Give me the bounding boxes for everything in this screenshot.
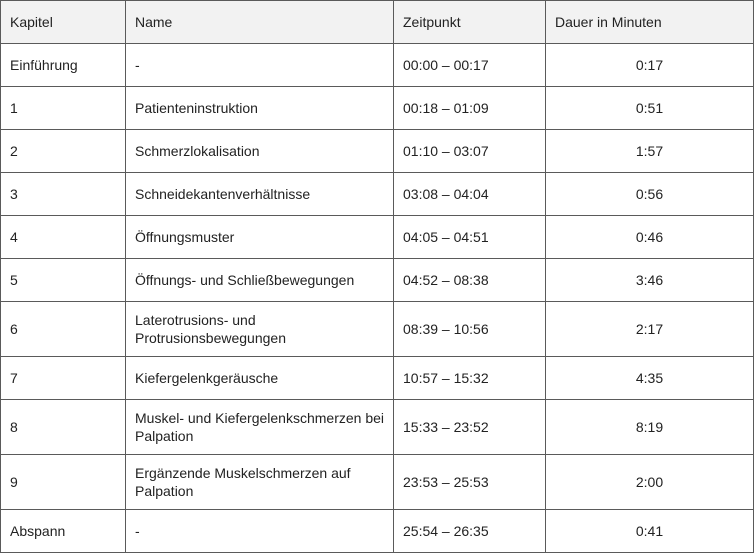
header-zeitpunkt: Zeitpunkt [394, 1, 546, 44]
cell-zeitpunkt: 23:53 – 25:53 [394, 455, 546, 510]
cell-zeitpunkt: 00:18 – 01:09 [394, 87, 546, 130]
table-row [1, 357, 754, 400]
cell-name: Öffnungsmuster [126, 216, 394, 259]
cell-name: Schmerzlokalisation [126, 130, 394, 173]
cell-zeitpunkt: 04:05 – 04:51 [394, 216, 546, 259]
header-name: Name [126, 1, 394, 44]
table-row [1, 130, 754, 173]
header-dauer: Dauer in Minuten [546, 1, 754, 44]
cell-name: Kiefergelenkgeräusche [126, 357, 394, 400]
table-row [1, 87, 754, 130]
cell-name: Öffnungs- und Schließbewegungen [126, 259, 394, 302]
cell-dauer: 0:46 [546, 216, 754, 259]
cell-dauer: 0:17 [546, 44, 754, 87]
cell-dauer: 2:17 [546, 302, 754, 357]
cell-dauer: 0:41 [546, 510, 754, 553]
cell-dauer: 0:56 [546, 173, 754, 216]
cell-kapitel: 1 [1, 87, 126, 130]
cell-dauer: 8:19 [546, 400, 754, 455]
cell-dauer: 0:51 [546, 87, 754, 130]
table-row [1, 44, 754, 87]
table-row [1, 302, 754, 357]
table-row [1, 400, 754, 455]
cell-kapitel: Abspann [1, 510, 126, 553]
cell-name: Schneidekantenverhältnisse [126, 173, 394, 216]
cell-zeitpunkt: 01:10 – 03:07 [394, 130, 546, 173]
header-kapitel: Kapitel [1, 1, 126, 44]
cell-name: Ergänzende Muskelschmerzen auf Palpation [126, 455, 394, 510]
cell-zeitpunkt: 08:39 – 10:56 [394, 302, 546, 357]
cell-name: - [126, 44, 394, 87]
cell-kapitel: 4 [1, 216, 126, 259]
cell-kapitel: 5 [1, 259, 126, 302]
cell-kapitel: 3 [1, 173, 126, 216]
table-row [1, 173, 754, 216]
cell-zeitpunkt: 10:57 – 15:32 [394, 357, 546, 400]
table-row [1, 259, 754, 302]
cell-kapitel: 8 [1, 400, 126, 455]
cell-kapitel: 2 [1, 130, 126, 173]
cell-name: Muskel- und Kiefergelenkschmerzen bei Palpation [126, 400, 394, 455]
cell-dauer: 3:46 [546, 259, 754, 302]
cell-kapitel: 9 [1, 455, 126, 510]
header-row [1, 1, 754, 44]
cell-zeitpunkt: 03:08 – 04:04 [394, 173, 546, 216]
cell-kapitel: Einführung [1, 44, 126, 87]
cell-kapitel: 6 [1, 302, 126, 357]
cell-dauer: 1:57 [546, 130, 754, 173]
cell-zeitpunkt: 15:33 – 23:52 [394, 400, 546, 455]
table-row [1, 510, 754, 553]
cell-zeitpunkt: 04:52 – 08:38 [394, 259, 546, 302]
cell-zeitpunkt: 00:00 – 00:17 [394, 44, 546, 87]
cell-kapitel: 7 [1, 357, 126, 400]
table-row [1, 455, 754, 510]
table-row [1, 216, 754, 259]
cell-zeitpunkt: 25:54 – 26:35 [394, 510, 546, 553]
cell-name: - [126, 510, 394, 553]
cell-name: Laterotrusions- und Protrusionsbewegungen [126, 302, 394, 357]
cell-dauer: 2:00 [546, 455, 754, 510]
cell-dauer: 4:35 [546, 357, 754, 400]
cell-name: Patienteninstruktion [126, 87, 394, 130]
